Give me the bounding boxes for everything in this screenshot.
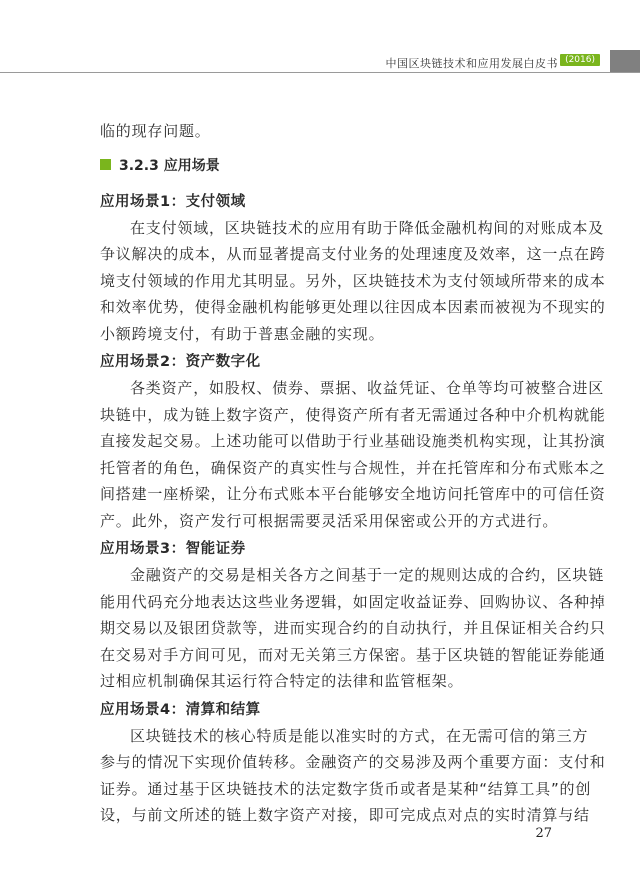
paragraph-line: 在交易对手方间可见，而对无关第三方保密。基于区块链的智能证券能通 xyxy=(100,645,606,664)
paragraph-line: 过相应机制确保其运行符合特定的法律和监管框架。 xyxy=(100,672,464,690)
paragraph-line: 争议解决的成本，从而显著提高支付业务的处理速度及效率，这一点在跨 xyxy=(100,245,606,263)
paragraph-line: 证券。通过基于区块链技术的法定数字货币或者是某种“结算工具”的创 xyxy=(100,779,592,798)
header-title: 中国区块链技术和应用发展白皮书 xyxy=(385,57,558,70)
scene-title: 应用场景4：清算和结算 xyxy=(100,701,261,718)
paragraph-line: 托管者的角色，确保资产的真实性与合规性，并在托管库和分布式账本之 xyxy=(100,458,606,477)
paragraph-line: 期交易以及银团贷款等，进而实现合约的自动执行，并且保证相关合约只 xyxy=(100,619,606,637)
paragraph-line: 间搭建一座桥梁，让分布式账本平台能够安全地访问托管库中的可信任资 xyxy=(100,485,606,503)
scene-clearing-settlement xyxy=(100,697,606,829)
scene-title: 应用场景3：智能证券 xyxy=(100,541,246,557)
paragraph-line: 直接发起交易。上述功能可以借助于行业基础设施类机构实现，让其扮演 xyxy=(100,432,606,450)
green-square-icon xyxy=(100,159,111,170)
paragraph-line: 金融资产的交易是相关各方之间基于一定的规则达成的合约，区块链 xyxy=(130,566,605,584)
scene-asset-digitization xyxy=(100,349,606,534)
page-body xyxy=(100,118,606,829)
scene-smart-securities xyxy=(100,536,606,695)
header-year-badge: (2016) xyxy=(560,54,600,66)
paragraph-line: 参与的情况下实现价值转移。金融资产的交易涉及两个重要方面：支付和 xyxy=(100,753,606,771)
header-rule xyxy=(0,72,640,73)
paragraph-line: 产。此外，资产发行可根据需要灵活采用保密或公开的方式进行。 xyxy=(100,511,559,530)
paragraph-line: 块链中，成为链上数字资产，使得资产所有者无需通过各种中介机构就能 xyxy=(100,405,606,424)
scene-title: 应用场景2：资产数字化 xyxy=(100,354,261,370)
page-number: 27 xyxy=(535,826,552,841)
intro-line: 临的现存问题。 xyxy=(100,122,211,140)
paragraph-line: 小额跨境支付，有助于普惠金融的实现。 xyxy=(100,324,385,343)
section-heading-text: 3.2.3 应用场景 xyxy=(119,157,220,174)
paragraph-line: 设，与前文所述的链上数字资产对接，即可完成点对点的实时清算与结 xyxy=(100,806,590,824)
section-heading xyxy=(100,155,540,175)
paragraph-line: 能用代码充分地表达这些业务逻辑，如固定收益证券、回购协议、各种掉 xyxy=(100,592,606,611)
paragraph-line: 境支付领域的作用尤其明显。另外，区块链技术为支付领域所带来的成本 xyxy=(100,271,606,290)
page-header xyxy=(0,50,640,74)
paragraph-line: 在支付领域，区块链技术的应用有助于降低金融机构间的对账成本及 xyxy=(130,218,605,237)
scene-title: 应用场景1：支付领域 xyxy=(100,193,246,210)
header-gray-block xyxy=(610,50,640,73)
paragraph-line: 区块链技术的核心特质是能以准实时的方式，在无需可信的第三方 xyxy=(130,726,589,745)
paragraph-line: 各类资产，如股权、债券、票据、收益凭证、仓单等均可被整合进区 xyxy=(130,379,605,397)
paragraph-line: 和效率优势，使得金融机构能够更处理以往因成本因素而被视为不现实的 xyxy=(100,298,606,316)
scene-payment xyxy=(100,189,606,348)
